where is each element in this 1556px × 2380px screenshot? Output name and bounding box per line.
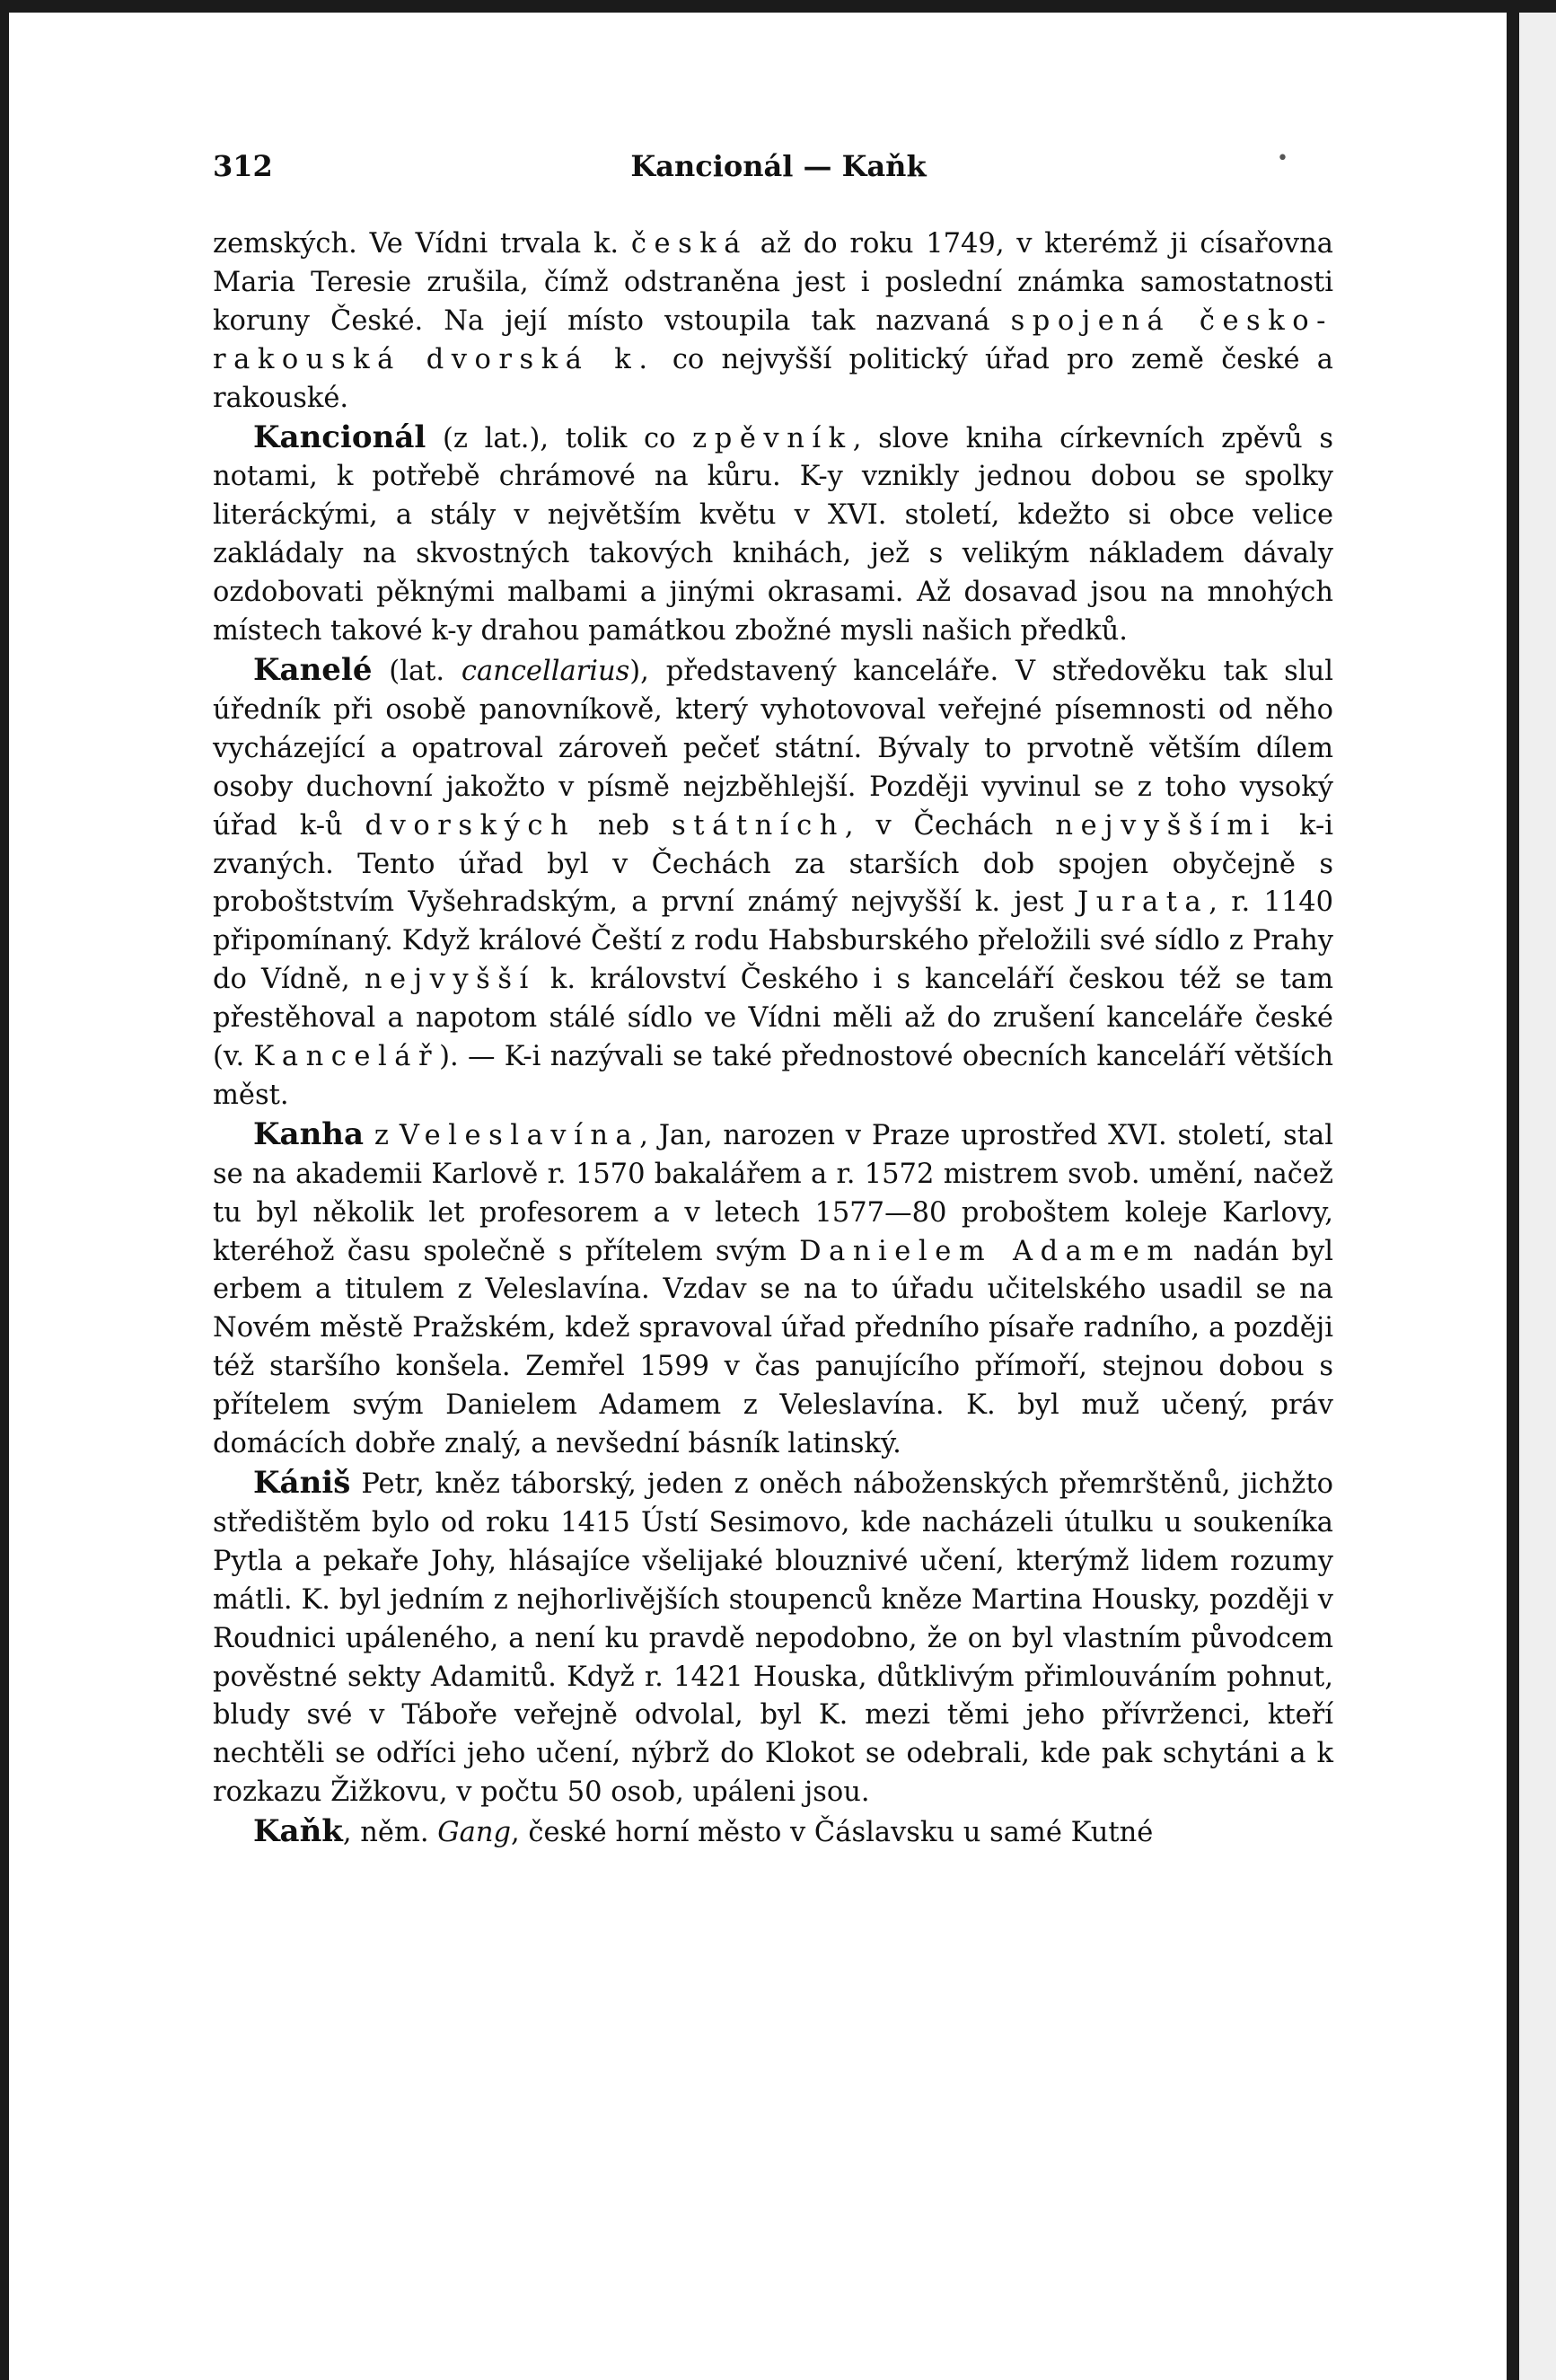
headword: Kaňk — [253, 1813, 343, 1850]
text-run: ), představený kanceláře. V středověku tak slul úředník při osobě panovníkově, který vyhotovoval veřejné písemnosti od něho vycházející a opatroval zároveň pečeť státní. Bývaly to prvotně větším dílem osoby duchovní jakožto v písmě nejzběhlejší. Později vyvinul se z toho vysoký úřad k-ů — [213, 655, 1333, 842]
spaced-term: zpěvník — [692, 422, 853, 454]
entry-kancional — [213, 419, 1333, 651]
spaced-term: Veleslavína — [399, 1119, 640, 1151]
spaced-term: Danielem Adamem — [799, 1235, 1181, 1267]
text-run: co nejvyšší politický úřad pro země české a rakouské. — [213, 343, 1333, 414]
text-run: , slove kniha církevních zpěvů s notami, k potřebě chrámové na kůru. K-y vznikly jednou dobou se spolky literáckými, a stály v největším květu v XVI. století, kdežto si obce velice zakládaly na skvostných takových knihách, jež s velikým nákladem dávaly ozdobovati pěknými malbami a jinými okrasami. Až dosavad jsou na mnohých místech takové k-y drahou památkou zbožné mysli našich předků. — [213, 422, 1333, 648]
text-run: ). — K-i nazývali se také přednostové obecních kanceláří větších měst. — [213, 1041, 1333, 1111]
text-run: Petr, kněz táborský, jeden z oněch náboženských přemrštěnů, jichžto středištěm bylo od roku 1415 Ústí Sesimovo, kde nacházeli útulku u soukeníka Pytla a pekaře Johy, hlásajíce všelijaké blouznivé učení, kterýmž lidem rozumy mátli. K. byl jedním z nejhorlivějších stoupenců kněze Martina Housky, později v Roudnici upáleného, a není ku pravdě nepodobno, že on byl vlastním původcem pověstné sekty Adamitů. Když r. 1421 Houska, důtklivým přimlouváním pohnut, bludy své v Táboře veřejně odvolal, byl K. mezi těmi jeho přívrženci, kteří nechtěli se odříci jeho učení, nýbrž do Klokot se odebrali, kde pak schytáni a k rozkazu Žižkovu, v počtu 50 osob, upáleni jsou. — [213, 1468, 1333, 1809]
text-run: , r. 1140 připomínaný. Když králové Čeští z rodu Habsburského přeložili své sídlo z Prahy do Vídně, — [213, 886, 1334, 996]
spaced-term: česká — [630, 228, 749, 260]
text-run: nadán byl erbem a titulem z Veleslavína. Vzdav se na to úřadu učitelského usadil se na Novém městě Pražském, kdež spravoval úřad předního písaře radního, a později též staršího konšela. Zemřel 1599 v čas panujícího přímoří, stejnou dobou s přítelem svým Danielem Adamem z Veleslavína. K. byl muž učený, práv domácích dobře znalý, a nevšední básník latinský. — [213, 1235, 1334, 1460]
spaced-term: spojená česko-rakouská dvorská k. — [213, 304, 1333, 375]
spaced-term: dvorských — [365, 809, 576, 842]
text-run: k. království Českého i s kanceláří českou též se tam přestěhoval a napotom stálé sídlo ve Vídni měli až do zrušení kanceláře české (v. — [213, 964, 1333, 1073]
text-run: až do roku 1749, v kterémž ji císařovna Maria Teresie zrušila, čímž odstraněna jest i poslední známka samostatnosti koruny České. Na její místo vstoupila tak nazvaná — [213, 228, 1333, 337]
spaced-term: státních — [672, 809, 845, 842]
entry-kanha — [213, 1115, 1333, 1464]
entry-kanis — [213, 1464, 1333, 1812]
running-title: Kancionál — Kaňk — [630, 149, 927, 183]
text-run: zemských. Ve Vídni trvala k. — [213, 228, 631, 260]
text-run: z — [364, 1119, 400, 1151]
headword: Kancionál — [253, 419, 426, 455]
text-run: k-i zvaných. Tento úřad byl v Čechách za starších dob spojen obyčejně s proboštstvím Vyšehradským, a první známý nejvyšší k. jest — [213, 809, 1334, 919]
italic-term: Gang — [437, 1817, 511, 1849]
print-speck: • — [1277, 147, 1288, 170]
adjacent-page-edge — [1519, 13, 1556, 2380]
text-run: , v Čechách — [844, 809, 1056, 842]
continuation-paragraph — [213, 225, 1333, 419]
entry-kank — [213, 1812, 1333, 1853]
text-run: , české horní město v Čáslavsku u samé Kutné — [510, 1817, 1154, 1849]
headword: Kanha — [253, 1115, 365, 1152]
spaced-term: nejvyšší — [364, 964, 536, 996]
page-number: 312 — [213, 149, 273, 183]
page-header — [213, 149, 1344, 189]
spaced-term: Kancelář — [253, 1041, 440, 1073]
dictionary-text — [213, 225, 1333, 1853]
headword: Kániš — [253, 1465, 351, 1501]
text-run: neb — [576, 809, 673, 842]
text-run: (lat. — [372, 655, 462, 687]
text-run: , něm. — [342, 1817, 438, 1849]
book-page — [9, 13, 1507, 2380]
text-run: (z lat.), tolik co — [426, 422, 693, 454]
spaced-term: Jurata — [1077, 886, 1209, 919]
entry-kancler — [213, 651, 1333, 1115]
headword: Kanelé — [253, 651, 373, 688]
text-run: , Jan, narozen v Praze uprostřed XVI. století, stal se na akademii Karlově r. 1570 bakalářem a r. 1572 mistrem svob. umění, načež tu byl několik let profesorem a v letech 1577—80 proboštem koleje Karlovy, kteréhož času společně s přítelem svým — [213, 1119, 1333, 1267]
spaced-term: nejvyššími — [1055, 809, 1278, 842]
italic-term: cancellarius — [461, 655, 630, 687]
